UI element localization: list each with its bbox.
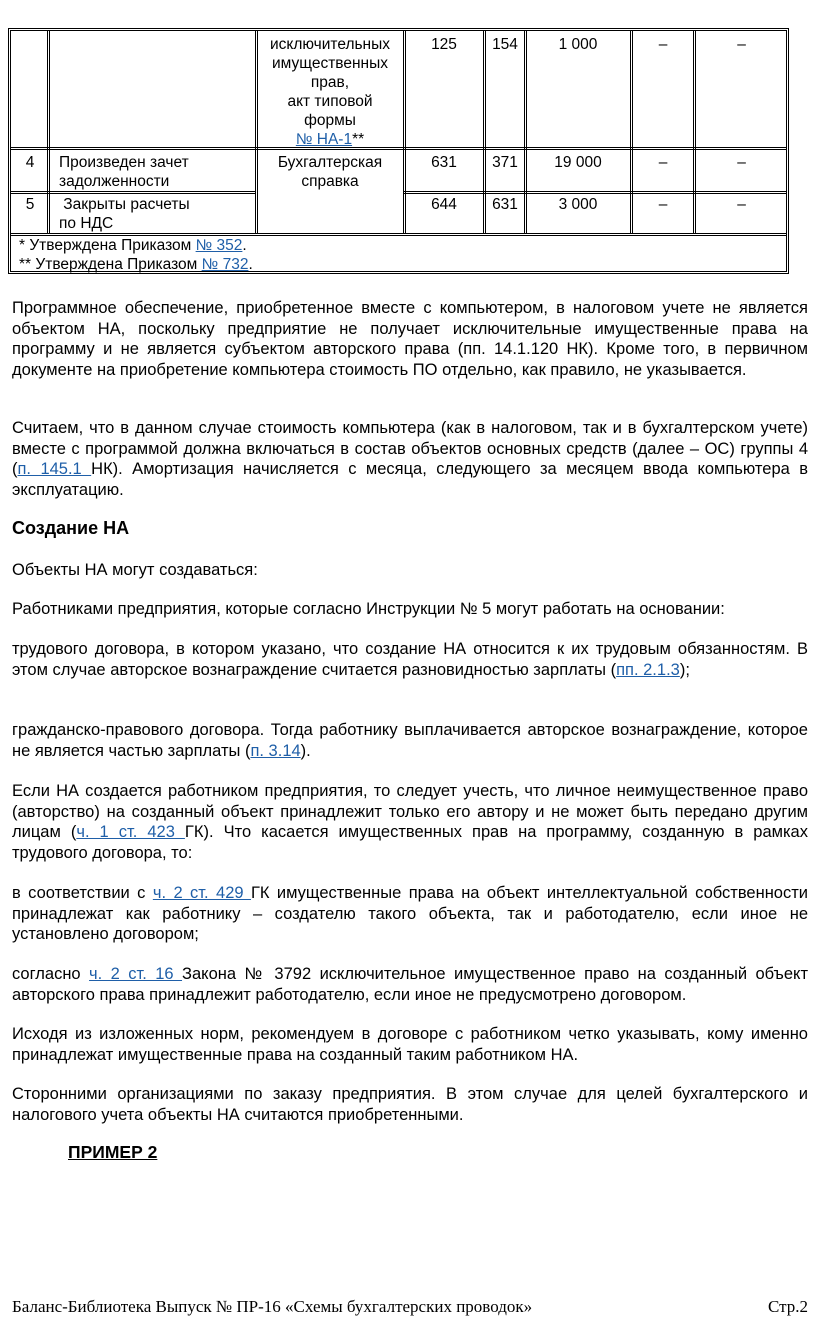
- cell-text: прав,: [310, 74, 350, 91]
- cell-text: **: [352, 131, 365, 148]
- order-link-352[interactable]: № 352: [195, 237, 243, 254]
- link-ch2-st429[interactable]: ч. 2 ст. 429: [152, 884, 251, 902]
- order-link-732[interactable]: № 732: [201, 256, 249, 273]
- table-cell-col8: –: [737, 154, 746, 171]
- paragraph-text: гражданско-правового договора. Тогда работнику выплачивается авторское вознаграждение, которое не является частью зарплаты (: [12, 721, 808, 760]
- table-col-divider: [630, 31, 633, 233]
- table-row-divider: [403, 191, 786, 194]
- table-col-divider: [47, 31, 50, 233]
- table-cell-col8: –: [737, 196, 746, 213]
- footnote-text: .: [242, 237, 247, 254]
- cell-text: Произведен зачет: [59, 154, 189, 171]
- paragraph-authorship: [12, 781, 808, 863]
- paragraph-text: ГК). Что касается имущественных прав на программу, созданную в рамках трудового договора, то:: [12, 823, 808, 862]
- table-cell-credit: 631: [492, 196, 518, 213]
- paragraph-civil-contract: [12, 720, 808, 761]
- footnote-text: .: [248, 256, 253, 273]
- paragraph-law-3792: [12, 964, 808, 1005]
- table-cell-num: 4: [25, 154, 35, 171]
- table-cell-col8: –: [737, 36, 746, 53]
- paragraph-employees: Работниками предприятия, которые согласно Инструкции № 5 могут работать на основании:: [12, 600, 725, 618]
- paragraph-text: );: [679, 660, 690, 679]
- cell-text: имущественных: [272, 55, 388, 72]
- cell-text: задолженности: [59, 173, 170, 190]
- table-cell-debit: 631: [431, 154, 457, 171]
- paragraph-text: ГК имущественные права на объект интеллектуальной собственности принадлежат как работнику – создателю такого объекта, так и работодателю, если иное не установлено договором;: [12, 884, 809, 943]
- cell-text: справка: [301, 173, 359, 190]
- table-footnotes: [19, 236, 779, 274]
- table-cell-operation: [59, 153, 253, 191]
- table-cell-debit: 644: [431, 196, 457, 213]
- cell-text: исключительных: [269, 36, 391, 53]
- paragraph-computer-cost: [12, 418, 808, 500]
- table-col-divider: [693, 31, 696, 233]
- paragraph-text: в соответствии с: [12, 884, 153, 902]
- link-pp-2-1-3[interactable]: пп. 2.1.3: [616, 660, 680, 679]
- table-cell-col7: –: [658, 196, 668, 213]
- postings-table: [8, 28, 789, 274]
- table-col-divider: [255, 31, 258, 233]
- section-heading: Создание НА: [12, 518, 130, 538]
- table-cell-operation: [59, 195, 253, 233]
- paragraph-third-parties: Сторонними организациями по заказу предприятия. В этом случае для целей бухгалтерского и налогового учета объекты НА считаются приобретенными.: [12, 1085, 808, 1124]
- table-cell-amount: 1 000: [558, 36, 598, 53]
- paragraph-text: НК). Амортизация начисляется с месяца, следующего за месяцем ввода компьютера в эксплуатацию.: [12, 460, 808, 499]
- link-p-3-14[interactable]: п. 3.14: [250, 741, 301, 760]
- table-cell-document: [259, 35, 401, 149]
- link-ch2-st16[interactable]: ч. 2 ст. 16: [89, 965, 183, 983]
- cell-text: по НДС: [59, 215, 114, 232]
- link-ch1-st423[interactable]: ч. 1 ст. 423: [76, 823, 185, 841]
- table-col-divider: [524, 31, 527, 233]
- paragraph-intro: Объекты НА могут создаваться:: [12, 561, 258, 579]
- page-footer: [12, 1297, 808, 1317]
- paragraph-gk-429: [12, 883, 808, 945]
- footnote-text: ** Утверждена Приказом: [19, 256, 202, 273]
- table-cell-document: [259, 153, 401, 191]
- table-col-divider: [483, 31, 486, 233]
- paragraph-text: согласно: [12, 965, 90, 983]
- cell-text: формы: [304, 112, 356, 129]
- paragraph-text: Считаем, что в данном случае стоимость компьютера (как в налоговом, так и в бухгалтерском учете) вместе с программой должна включаться в состав объектов основных средств (далее – ОС) группы 4 (: [12, 419, 808, 478]
- table-cell-credit: 154: [492, 36, 518, 53]
- page-number: Стр.2: [767, 1297, 808, 1316]
- footer-title: Баланс-Библиотека Выпуск № ПР-16 «Схемы бухгалтерских проводок»: [12, 1297, 533, 1316]
- cell-text: акт типовой: [287, 93, 373, 110]
- link-p-145-1[interactable]: п. 145.1: [17, 460, 92, 478]
- table-cell-credit: 371: [492, 154, 518, 171]
- table-cell-debit: 125: [431, 36, 457, 53]
- paragraph-text: трудового договора, в котором указано, что создание НА относится к их трудовым обязанностям. В этом случае авторское вознаграждение считается разновидностью зарплаты (: [12, 640, 808, 679]
- table-cell-amount: 3 000: [558, 196, 598, 213]
- table-cell-col7: –: [658, 36, 668, 53]
- cell-text: Бухгалтерская: [277, 154, 383, 171]
- paragraph-recommendation: Исходя из изложенных норм, рекомендуем в договоре с работником четко указывать, кому именно принадлежат имущественные права на созданный таким работником НА.: [12, 1025, 808, 1064]
- table-cell-num: 5: [25, 196, 35, 213]
- paragraph-text: Закона № 3792 исключительное имущественное право на созданный объект авторского права принадлежит работодателю, если иное не предусмотрено договором.: [12, 965, 809, 1004]
- table-col-divider: [403, 31, 406, 233]
- example-heading: ПРИМЕР 2: [68, 1142, 158, 1162]
- paragraph-labor-contract: [12, 639, 808, 680]
- footnote-text: * Утверждена Приказом: [19, 237, 196, 254]
- cell-text: Закрыты расчеты: [59, 196, 190, 213]
- paragraph-text: ).: [300, 741, 311, 760]
- table-cell-col7: –: [658, 154, 668, 171]
- form-link-na1[interactable]: № НА-1: [295, 131, 353, 148]
- paragraph-software: Программное обеспечение, приобретенное вместе с компьютером, в налоговом учете не является объектом НА, поскольку предприятие не получает исключительные имущественные права на программу и не является субъектом авторского права (пп. 14.1.120 НК). Кроме того, в первичном документе на приобретение компьютера стоимость ПО отдельно, как правило, не указывается.: [12, 299, 808, 379]
- table-row-divider: [11, 191, 255, 194]
- table-cell-amount: 19 000: [554, 154, 602, 171]
- paragraph-text: Если НА создается работником предприятия, то следует учесть, что личное неимущественное право (авторство) на созданный объект принадлежит только его автору и не может быть передано другим лицам (: [12, 782, 808, 841]
